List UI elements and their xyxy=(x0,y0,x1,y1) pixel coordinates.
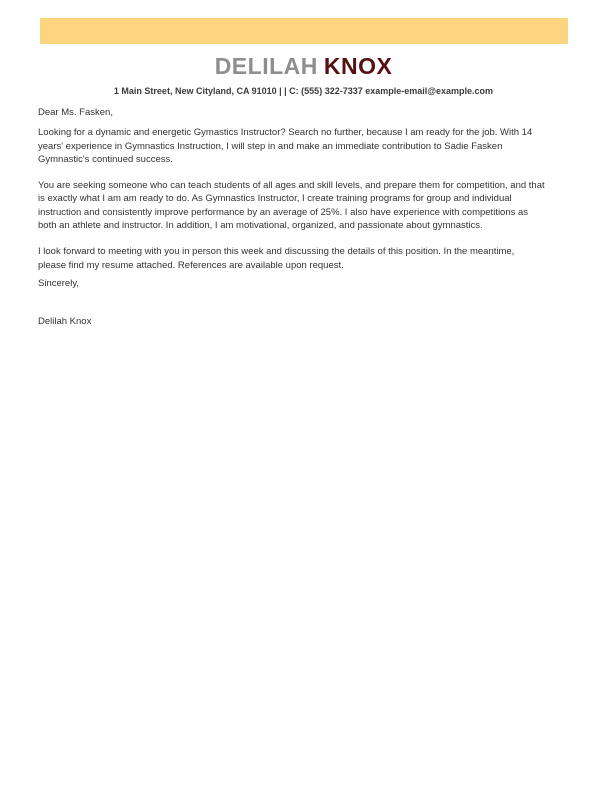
paragraph-1 xyxy=(38,126,572,166)
letter-line: I look forward to meeting with you in person this week and discussing the details of this position. In the meantime, xyxy=(38,246,515,258)
letter-body xyxy=(38,106,572,329)
paragraph-3 xyxy=(38,245,572,272)
header-banner xyxy=(40,18,568,44)
letter-line: both an athlete and instructor. In addition, I am motivational, organized, and passionate about gymnastics. xyxy=(38,220,483,232)
paragraph-2 xyxy=(38,179,572,232)
letter-line: Gymnastic's continued success. xyxy=(38,153,173,165)
letter-line: please find my resume attached. References are available upon request. xyxy=(38,259,344,271)
salutation: Dear Ms. Fasken, xyxy=(38,107,113,118)
signature: Delilah Knox xyxy=(38,316,92,328)
letter-line: years' experience in Gymnastics Instruction, I will step in and make an immediate contribution to Sadie Fasken xyxy=(38,140,503,152)
letter-line: instruction and consistently improve performance by an average of 25%. I also have experience with competitions as xyxy=(38,206,529,218)
letter-line: Looking for a dynamic and energetic Gymastics Instructor? Search no further, because I am ready for the job. With 14 xyxy=(38,127,533,139)
candidate-first-name: DELILAH xyxy=(214,53,318,79)
contact-info: 1 Main Street, New Cityland, CA 91010 | | C: (555) 322-7337 example-email@example.com xyxy=(113,86,494,96)
candidate-last-name: KNOX xyxy=(323,53,393,79)
letter-line: is exactly what I am am ready to do. As Gymnastics Instructor, I create training programs for group and individual xyxy=(38,193,512,205)
closing: Sincerely, xyxy=(38,277,80,289)
letter-line: You are seeking someone who can teach students of all ages and skill levels, and prepare them for competition, and that xyxy=(38,180,545,192)
candidate-name xyxy=(0,53,607,79)
